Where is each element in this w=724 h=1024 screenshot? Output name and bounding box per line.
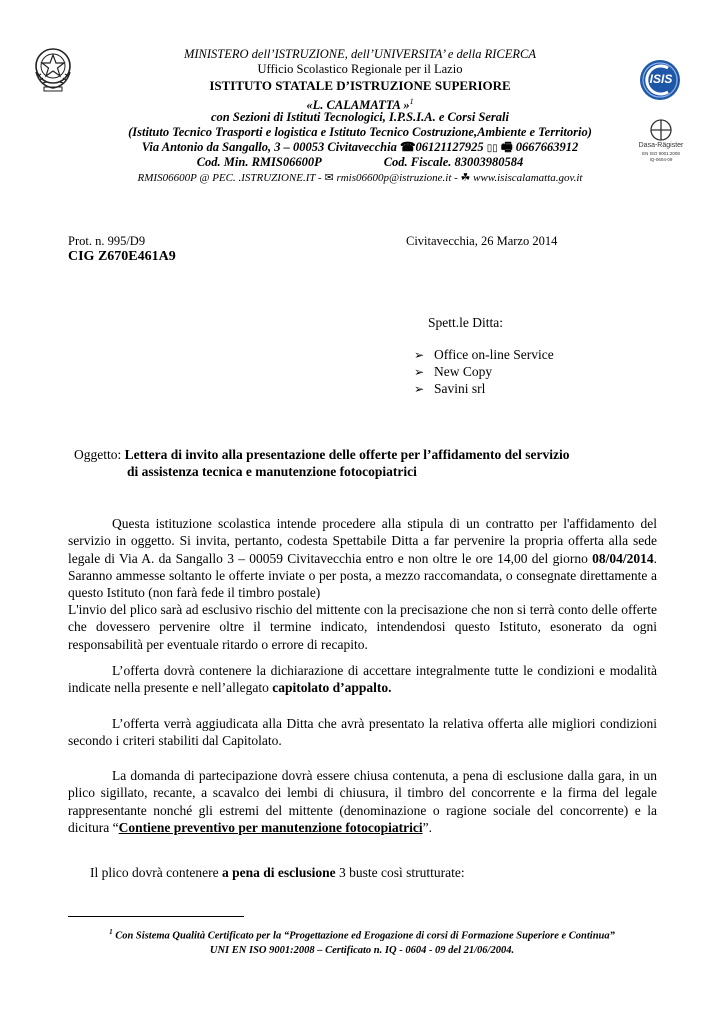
p5-text-a: Il plico dovrà contenere	[90, 865, 219, 880]
p2-text-a: L’offerta dovrà contenere la dichiarazione di accettare integralmente tutte le condizioni e modalità indicate nella presente e nell’allegato	[68, 663, 657, 696]
subject-line2: di assistenza tecnica e manutenzione fotocopiatrici	[127, 464, 417, 479]
pec-address: RMIS06600P @ PEC. .ISTRUZIONE.IT -	[137, 172, 322, 184]
office-line: Ufficio Scolastico Regionale per il Lazio	[257, 62, 463, 76]
place-date: Civitavecchia, 26 Marzo 2014	[406, 234, 558, 248]
cert-line2: IQ-0604-09	[649, 157, 673, 162]
subject	[74, 446, 570, 463]
recipient-name: New Copy	[434, 364, 493, 379]
sections-line: con Sezioni di Istituti Tecnologici, I.P.S.I.A. e Corsi Serali	[211, 110, 509, 124]
recipient-item	[414, 363, 492, 381]
salutation: Spett.le Ditta:	[428, 315, 503, 330]
subject-label: Oggetto:	[74, 447, 122, 462]
arrow-bullet-icon: ➢	[414, 365, 425, 379]
website: www.isiscalamatta.gov.it	[473, 172, 583, 184]
p1-text-b: . Saranno ammesse soltanto le offerte inviate o per posta, a mezzo raccomandata, o consegnate direttamente a questo Istituto (non farà fede il timbro postale)	[68, 550, 658, 601]
recipient-item	[414, 346, 554, 364]
codes-line	[80, 155, 640, 170]
sections-detail-line: (Istituto Tecnico Trasporti e logistica e Istituto Tecnico Costruzione,Ambiente e Territorio)	[128, 125, 592, 139]
paragraph-3: L’offerta verrà aggiudicata alla Ditta che avrà presentato la relativa offerta alle migliori condizioni secondo i criteri stabiliti dal Capitolato.	[68, 716, 657, 749]
footnote-line1	[60, 925, 664, 944]
footnote-mark: 1	[109, 928, 113, 936]
cod-fisc: Cod. Fiscale. 83003980584	[383, 155, 524, 169]
contacts-line: RMIS06600P @ PEC. .ISTRUZIONE.IT - ✉ rmis06600p@istruzione.it - ☘ www.isiscalamatta.gov.it	[137, 172, 583, 184]
protocol-number: Prot. n. 995/D9	[68, 234, 146, 248]
p5-text-c: 3 buste così strutturate:	[338, 865, 465, 880]
footnote-ref: 1	[409, 97, 414, 106]
deadline-date: 08/04/2014	[592, 550, 654, 566]
footnote-text1: Con Sistema Qualità Certificato per la “Progettazione ed Erogazione di corsi di Formazione Superiore e Continua”	[115, 930, 615, 942]
envelope-wording: Contiene preventivo per manutenzione fotocopiatrici	[118, 819, 423, 835]
web-icon: ☘	[460, 172, 471, 184]
paragraph-1	[68, 515, 657, 601]
email-address: rmis06600p@istruzione.it	[336, 172, 452, 184]
arrow-bullet-icon: ➢	[414, 348, 425, 362]
capitolato-reference: capitolato d’appalto.	[272, 680, 392, 696]
footnote-line2: UNI EN ISO 9001:2008 – Certificato n. IQ - 0604 - 09 del 21/06/2004.	[209, 944, 515, 956]
cig-code: CIG Z670E461A9	[68, 249, 176, 264]
cert-line1: EN ISO 9001:2008	[642, 151, 680, 156]
fax-number: 0667663912	[515, 140, 579, 154]
fax-icon: 🖷	[500, 140, 513, 154]
isis-logo-text: ISIS	[649, 72, 673, 86]
mail-icon: ✉	[324, 172, 334, 184]
footnote	[60, 925, 664, 958]
p4-text-c: ”.	[422, 819, 432, 835]
phone-icon: ☎	[399, 140, 416, 154]
p4-text-a: La domanda di partecipazione dovrà essere chiusa contenuta, a pena di esclusione dalla gara, in un plico sigillato, recante, a scavalco dei lembi di chiusura, il timbro del concorrente e la firma del legale rappresentante nonché gli estremi del mittente (denominazione o ragione sociale del concorrente) e la dicitura “	[68, 768, 657, 835]
p1-text-a: Questa istituzione scolastica intende procedere alla stipula di un contratto per l'affidamento del servizio in oggetto. Si invita, pertanto, codesta Spettabile Ditta a far pervenire la propria offerta alla sede legale di Via A. da Sangallo 3 – 00059 Civitavecchia entro e non oltre le ore 14,00 del giorno	[68, 516, 657, 566]
address-line	[80, 140, 640, 156]
paragraph-1b: L'invio del plico sarà ad esclusivo rischio del mittente con la precisazione che non si terrà conto delle offerte che dovessero pervenire oltre il termine indicato, intendendosi questo Istituto, esonerato da ogni responsabilità per eventuale ritardo o errore di recapito.	[68, 602, 657, 652]
paragraph-4	[68, 767, 657, 836]
school-name-text: «L. CALAMATTA »	[306, 98, 410, 113]
subject-line1: Lettera di invito alla presentazione delle offerte per l’affidamento del servizio	[124, 447, 570, 462]
address-text: Via Antonio da Sangallo, 3 – 00053 Civitavecchia	[141, 140, 397, 154]
isis-logo	[638, 58, 682, 102]
recipient-item	[414, 380, 485, 398]
cod-min: Cod. Min. RMIS06600P	[196, 155, 322, 169]
cert-name: Dasa-Rägister	[638, 142, 684, 149]
exclusion-warning: a pena di esclusione	[221, 865, 336, 880]
institute-line: ISTITUTO STATALE D’ISTRUZIONE SUPERIORE	[209, 78, 511, 93]
republic-emblem	[30, 42, 76, 94]
ministry-line: MINISTERO dell’ISTRUZIONE, dell’UNIVERSITA’ e della RICERCA	[183, 47, 537, 61]
recipient-name: Office on-line Service	[434, 347, 554, 362]
paragraph-2	[68, 662, 657, 697]
missing-glyph-icon: ▯▯	[486, 143, 498, 154]
footnote-separator	[68, 916, 244, 917]
phone-number: 06121127925	[415, 140, 484, 154]
certification-mark	[636, 118, 686, 168]
arrow-bullet-icon: ➢	[414, 382, 425, 396]
paragraph-5	[90, 864, 465, 881]
recipient-name: Savini srl	[434, 381, 486, 396]
